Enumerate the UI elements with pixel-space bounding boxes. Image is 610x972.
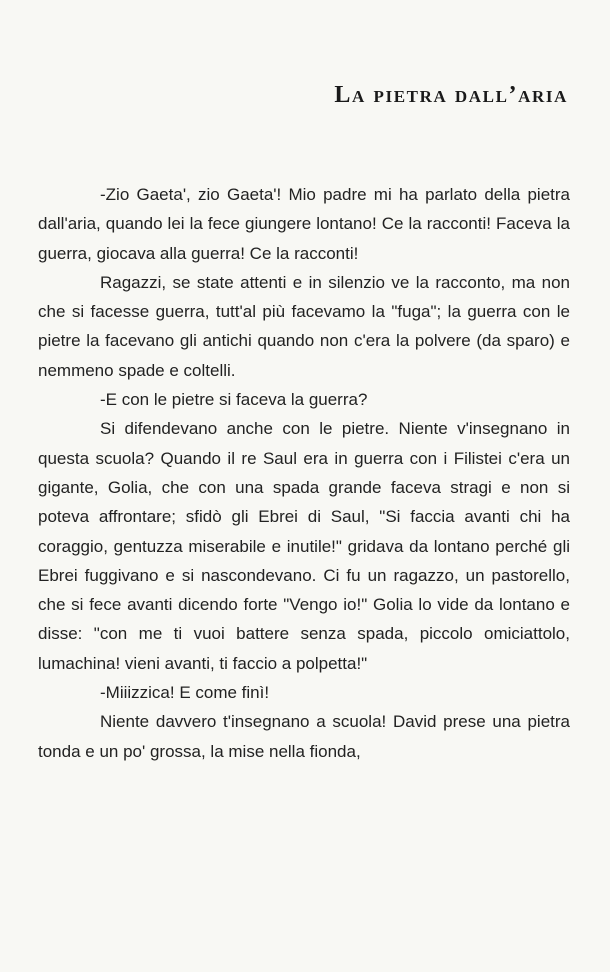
chapter-title: La pietra dall’aria: [334, 82, 568, 108]
chapter-body: [38, 180, 570, 766]
paragraph: Ragazzi, se state attenti e in silenzio ve la racconto, ma non che si facesse guerra, tutt'al più facevamo la "fuga"; la guerra con le pietre la facevano gli antichi quando non c'era la polvere (da sparo) e nemmeno spade e coltelli.: [38, 272, 570, 380]
paragraph: Si difendevano anche con le pietre. Niente v'insegnano in questa scuola? Quando il re Saul era in guerra con i Filistei c'era un gigante, Golia, che con una spada grande faceva stragi e non si poteva affrontare; sfidò gli Ebrei di Saul, "Si faccia avanti chi ha coraggio, gentuzza miserabile e inutile!" gridava da lontano perché gli Ebrei fuggivano e si nascondevano. Ci fu un ragazzo, un pastorello, che si fece avanti dicendo forte "Vengo io!" Golia lo vide da lontano e disse: "con me ti vuoi battere senza spada, piccolo omiciattolo, lumachina! vieni avanti, ti faccio a polpetta!": [38, 419, 570, 673]
paragraph: -Miiizzica! E come finì!: [100, 683, 270, 703]
paragraph: -E con le pietre si faceva la guerra?: [100, 390, 368, 410]
paragraph: Niente davvero t'insegnano a scuola! David prese una pietra tonda e un po' grossa, la mise nella fionda,: [38, 712, 570, 761]
paragraph: -Zio Gaeta', zio Gaeta'! Mio padre mi ha parlato della pietra dall'aria, quando lei la fece giungere lontano! Ce la racconti! Faceva la guerra, giocava alla guerra! Ce la racconti!: [38, 185, 570, 263]
